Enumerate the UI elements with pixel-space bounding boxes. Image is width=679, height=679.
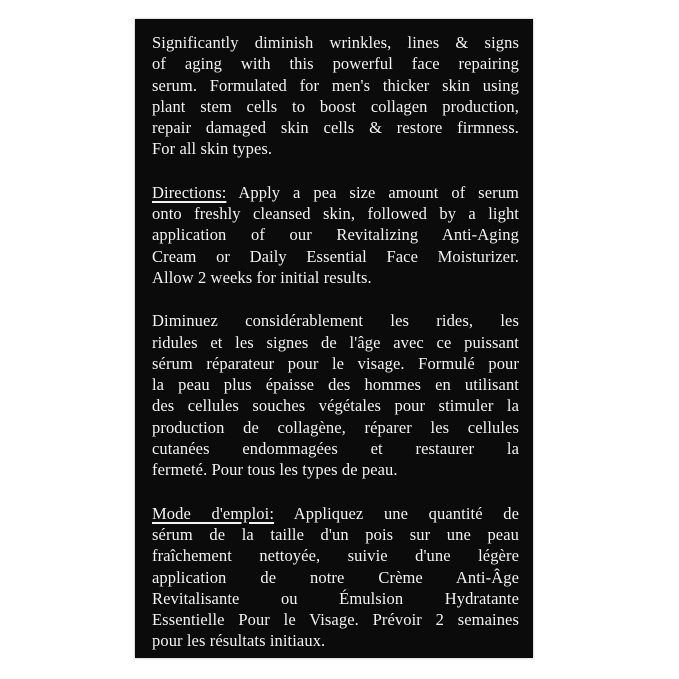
- label-text-line: repair damaged skin cells & restore firmness.: [152, 118, 519, 138]
- label-text-line: fermeté. Pour tous les types de peau.: [152, 460, 398, 480]
- label-text-line: Diminuez considérablement les rides, les: [152, 311, 519, 331]
- paragraph-french-description: [152, 310, 519, 480]
- label-text-line: For all skin types.: [152, 139, 273, 159]
- label-text-line: Mode d'emploi: Appliquez une quantité de: [152, 503, 519, 523]
- paragraph-english-directions: [152, 182, 519, 288]
- label-text-line: des cellules souches végétales pour stimuler la: [152, 396, 519, 416]
- label-text-line: Directions: Apply a pea size amount of serum: [152, 182, 519, 202]
- label-text-line: pour les résultats initiaux.: [152, 631, 326, 651]
- label-text-line: la peau plus épaisse des hommes en utilisant: [152, 375, 519, 395]
- paragraph-heading: Mode d'emploi:: [152, 503, 275, 523]
- label-text-line: serum. Formulated for men's thicker skin using: [152, 75, 519, 95]
- label-text-line: of aging with this powerful face repairing: [152, 54, 519, 74]
- label-text-line: ridules et les signes de l'âge avec ce puissant: [152, 332, 519, 352]
- paragraph-english-description: [152, 32, 519, 160]
- paragraph-french-directions: [152, 503, 519, 652]
- label-text-line: Essentielle Pour le Visage. Prévoir 2 semaines: [152, 610, 519, 630]
- product-label-panel: [135, 19, 533, 658]
- paragraph-heading: Directions:: [152, 182, 227, 202]
- label-text-line: cutanées endommagées et restaurer la: [152, 439, 519, 459]
- label-text-line: plant stem cells to boost collagen production,: [152, 96, 519, 116]
- label-text-line: application of our Revitalizing Anti-Aging: [152, 225, 519, 245]
- label-text-line: production de collagène, réparer les cellules: [152, 417, 519, 437]
- label-text-line: Allow 2 weeks for initial results.: [152, 267, 372, 287]
- label-text-line: Significantly diminish wrinkles, lines & signs: [152, 33, 519, 52]
- label-text-line: fraîchement nettoyée, suivie d'une légère: [152, 546, 519, 566]
- label-text-line: application de notre Crème Anti-Âge: [152, 567, 519, 587]
- label-text-line: sérum de la taille d'un pois sur une peau: [152, 524, 519, 544]
- label-text-line: sérum réparateur pour le visage. Formulé pour: [152, 353, 519, 373]
- label-text-line: Cream or Daily Essential Face Moisturizer.: [152, 246, 519, 266]
- label-text-line: Revitalisante ou Émulsion Hydratante: [152, 588, 519, 608]
- label-text-line: onto freshly cleansed skin, followed by a light: [152, 204, 519, 224]
